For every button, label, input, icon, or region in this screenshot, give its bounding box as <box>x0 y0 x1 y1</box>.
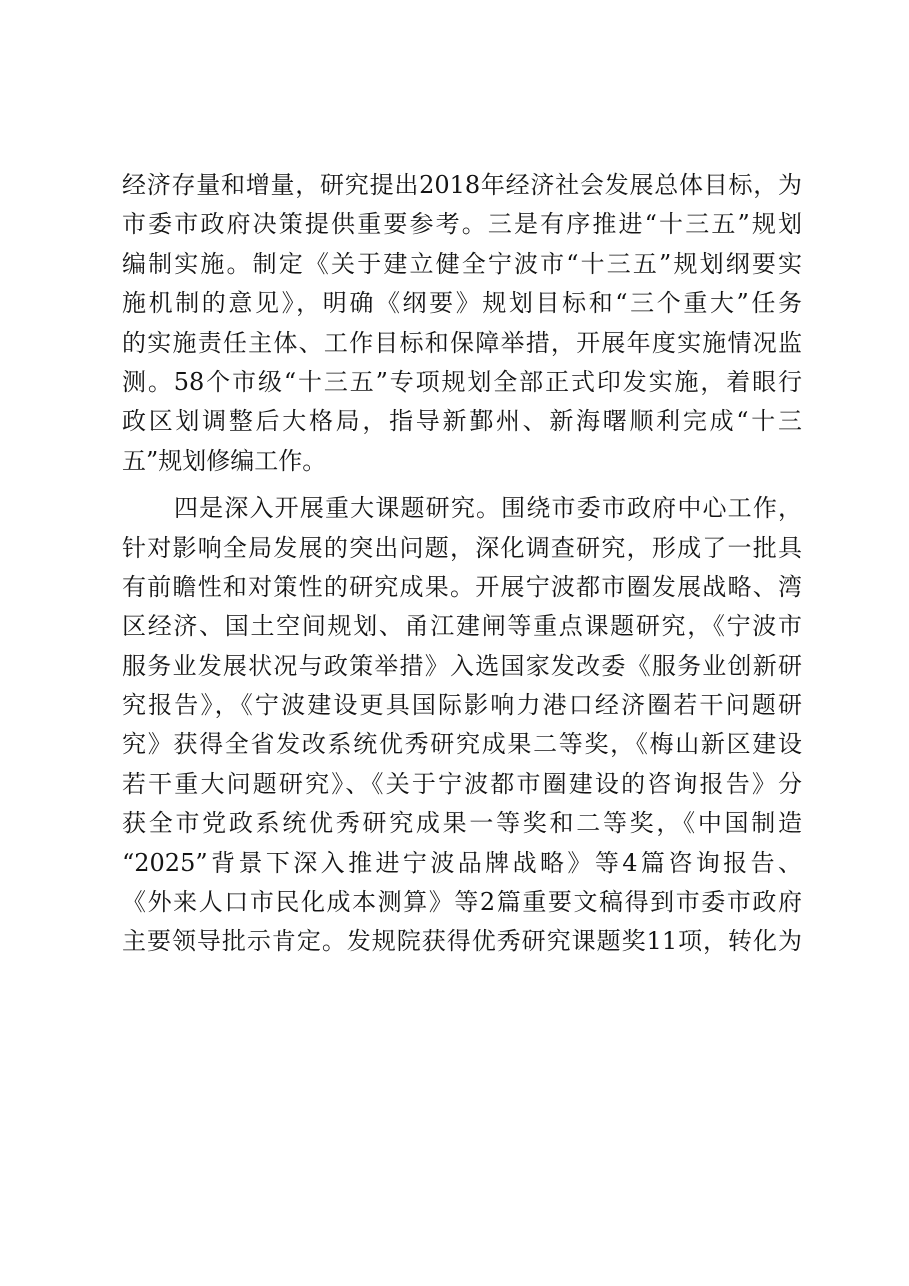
text-line: 的实施责任主体、工作目标和保障举措，开展年度实施情况监 <box>122 328 802 357</box>
text-line: 五”规划修编工作。 <box>122 446 327 475</box>
text-line: 究报告》，《宁波建设更具国际影响力港口经济圈若干问题研 <box>122 691 802 720</box>
text-line: 服务业发展状况与政策举措》入选国家发改委《服务业创新研 <box>122 651 802 680</box>
text-line: 四是深入开展重大课题研究。围绕市委市政府中心工作， <box>174 494 802 523</box>
text-line: 施机制的意见》，明确《纲要》规划目标和“三个重大”任务 <box>122 289 802 318</box>
text-line: 编制实施。制定《关于建立健全宁波市“十三五”规划纲要实 <box>122 249 802 278</box>
body-text <box>122 166 802 962</box>
text-line: 若干重大问题研究》、《关于宁波都市圈建设的咨询报告》分 <box>122 769 802 798</box>
text-line: 经济存量和增量，研究提出2018年经济社会发展总体目标，为 <box>122 171 802 199</box>
text-line: 区经济、国土空间规划、甬江建闸等重点课题研究，《宁波市 <box>122 612 802 641</box>
text-line: 主要领导批示肯定。发规院获得优秀研究课题奖11项，转化为 <box>122 927 802 956</box>
text-line: 针对影响全局发展的突出问题，深化调查研究，形成了一批具 <box>122 533 802 562</box>
paragraph-2 <box>122 489 802 962</box>
paragraph-1 <box>122 166 802 481</box>
text-line: “2025”背景下深入推进宁波品牌战略》等4篇咨询报告、 <box>122 848 802 877</box>
text-line: 有前瞻性和对策性的研究成果。开展宁波都市圈发展战略、湾 <box>122 572 802 601</box>
paragraph-spacing <box>122 481 802 489</box>
text-line: 政区划调整后大格局，指导新鄞州、新海曙顺利完成“十三 <box>122 407 802 436</box>
text-line: 市委市政府决策提供重要参考。三是有序推进“十三五”规划 <box>122 210 802 239</box>
text-line: 究》获得全省发改系统优秀研究成果二等奖，《梅山新区建设 <box>122 730 802 759</box>
text-line: 测。58个市级“十三五”专项规划全部正式印发实施，着眼行 <box>122 367 802 396</box>
text-line: 《外来人口市民化成本测算》等2篇重要文稿得到市委市政府 <box>122 888 802 917</box>
text-line: 获全市党政系统优秀研究成果一等奖和二等奖，《中国制造 <box>122 809 802 838</box>
